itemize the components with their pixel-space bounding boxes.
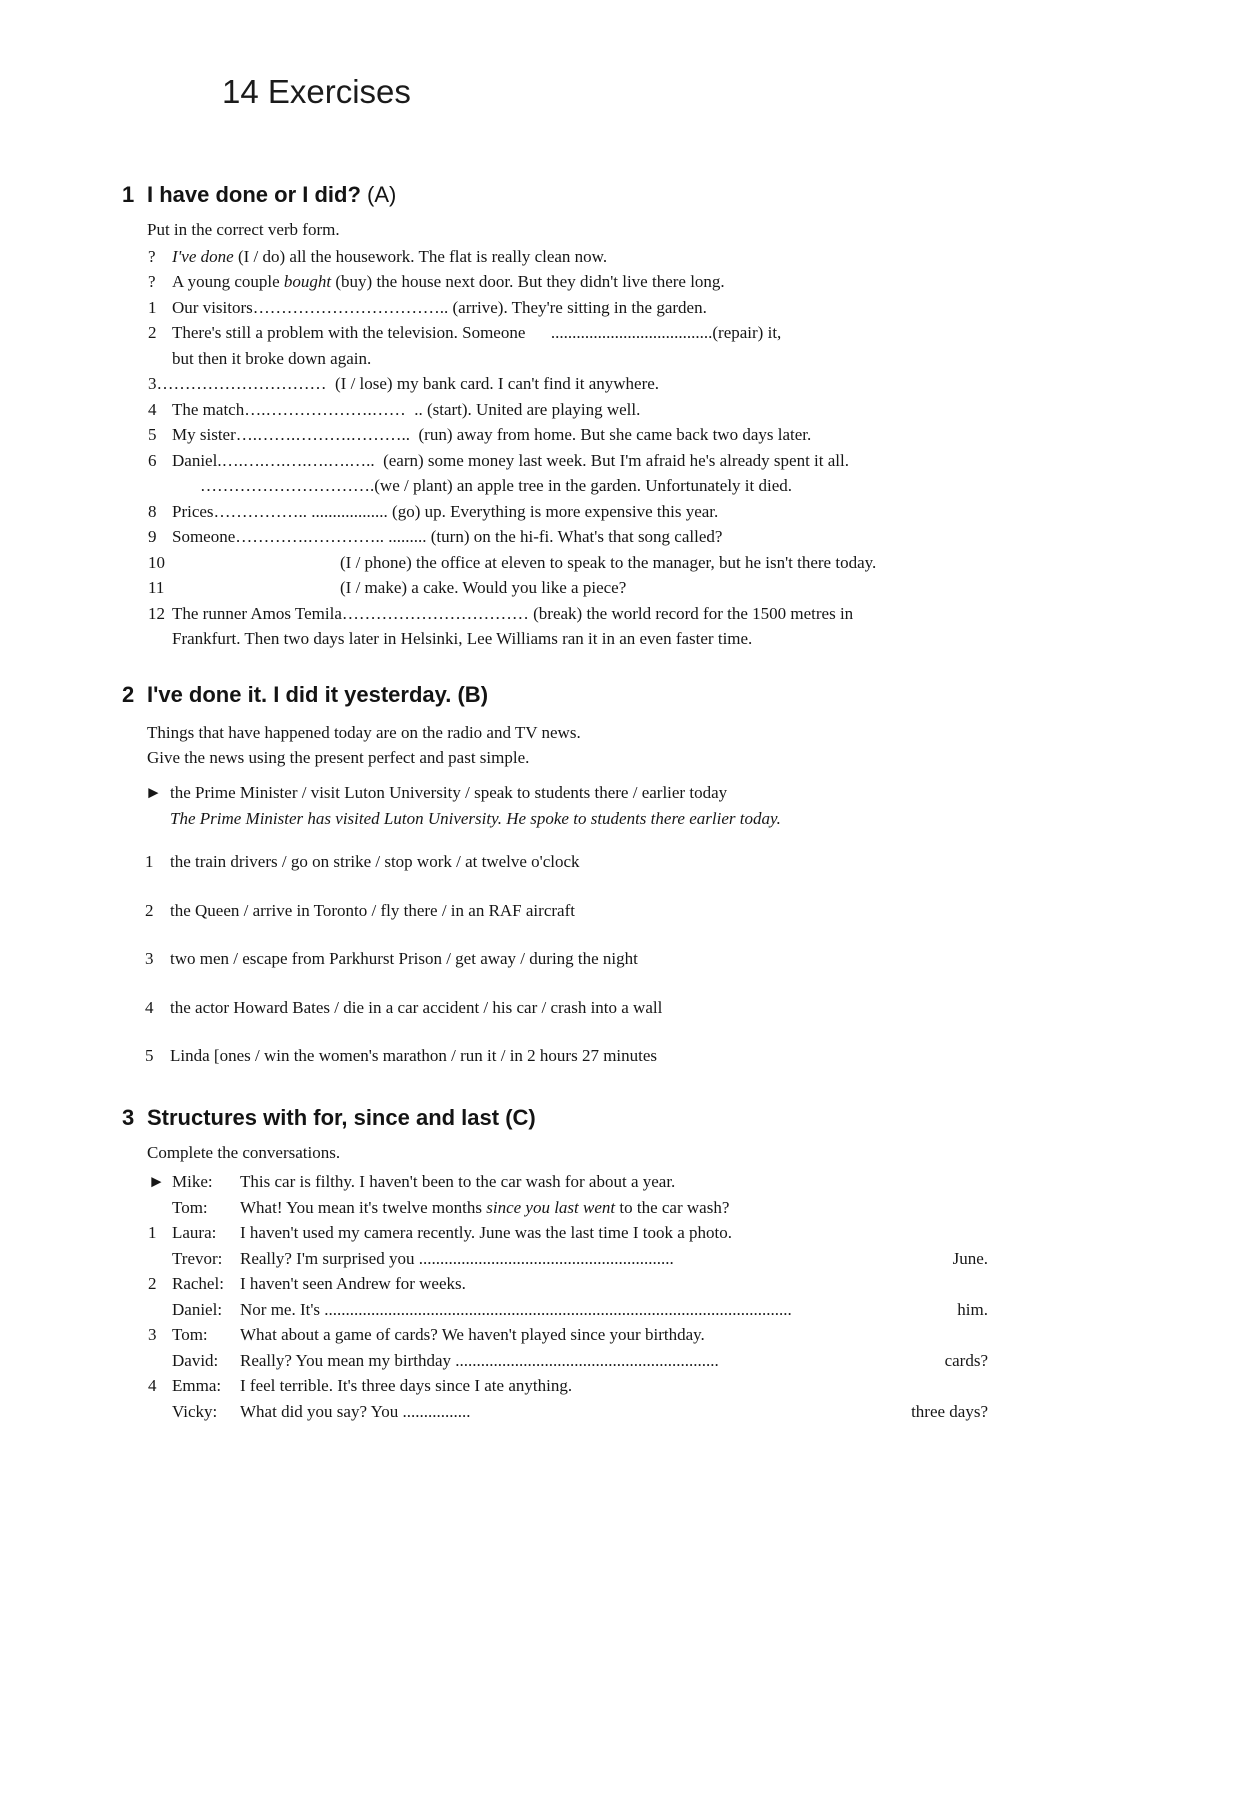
item-text-line1: The runner Amos Temila…………………………… (break) the world record for the 1500 metres in [172,603,854,623]
item-number: ? [148,246,156,266]
section-1-heading [122,182,1260,208]
item-number [148,1348,172,1374]
exercise-item [148,448,1008,474]
item-number: ? [148,272,156,292]
item-text-rest: (buy) the house next door. But they didn't live there long. [331,272,725,292]
item-text-line1: There's still a problem with the television. Someone ......................................(repair) it, [172,323,782,343]
page-title: 14 Exercises [222,73,411,110]
section-title-text: I have done or I did? [147,181,361,207]
conversation-line [148,1373,988,1399]
item-number [148,1195,172,1221]
item-number: 4 [148,399,157,419]
section-title [147,682,488,708]
conversation-list [148,1169,988,1424]
item-text [172,575,1008,601]
conversation-line [148,1271,988,1297]
conversation-line [148,1297,988,1323]
dialogue-text: What about a game of cards? We haven't played since your birthday. [240,1325,705,1345]
item-number: 6 [148,450,157,470]
news-prompt-item [145,946,1005,972]
section-intro-line: Things that have happened today are on the radio and TV news. [147,723,581,743]
item-text: Prices…………….. .................. (go) up. Everything is more expensive this year. [172,501,719,521]
news-prompt-item [145,1043,1005,1069]
dialogue-pre: What! You mean it's twelve months [240,1197,487,1217]
section-instruction: Put in the correct verb form. [147,219,340,239]
item-number: 2 [145,900,154,920]
dialogue-rest: to the car wash? [615,1197,730,1217]
item-number [148,1246,172,1272]
dialogue-text: I feel terrible. It's three days since I ate anything. [240,1376,573,1396]
item-number: 2 [148,323,157,343]
item-number: 9 [148,527,157,547]
exercise-2-list [145,849,1005,1069]
item-text: Daniel.….….….….….….….. (earn) some money last week. But I'm afraid he's already spent it all. [172,450,849,470]
arrow-marker-icon: ► [145,783,162,803]
line-end-word: him. [957,1299,988,1319]
item-text-pre: A young couple [172,272,284,292]
item-text [172,550,1008,576]
item-number: 8 [148,501,157,521]
line-end-word: three days? [911,1401,988,1421]
exercise-item [148,244,1008,270]
section-title [147,182,396,208]
exercise-item [148,524,1008,550]
section-3-heading [122,1105,1260,1131]
dialogue-text: What did you say? You ................ [240,1401,471,1421]
dialogue-text [240,1195,729,1221]
item-text [172,601,1008,652]
section-instruction: Complete the conversations. [147,1143,341,1163]
news-prompt-item [145,995,1005,1021]
speaker-label: Emma: [172,1376,222,1396]
item-text: two men / escape from Parkhurst Prison / get away / during the night [170,949,638,969]
exercise-item [148,371,1008,397]
conversation-line [148,1220,988,1246]
section-label: (A) [367,181,397,207]
item-text-line2: but then it broke down again. [172,348,372,368]
example-prompt-text: the Prime Minister / visit Luton University / speak to students there / earlier today [170,783,728,803]
item-number [148,1399,172,1425]
example-answer-italic: bought [283,272,332,292]
item-text-line2: Frankfurt. Then two days later in Helsinki, Lee Williams ran it in an even faster time. [172,629,753,649]
section-2-heading [122,682,1260,708]
item-text: The match….……………….…… .. (start). United are playing well. [172,399,641,419]
exercise-item [148,422,1008,448]
conversation-line [148,1348,988,1374]
item-number: 1 [148,1223,157,1243]
item-number: 2 [148,1274,157,1294]
conversation-line [148,1322,988,1348]
item-text: Our visitors…………………………….. (arrive). They're sitting in the garden. [172,297,707,317]
conversation-line [148,1246,988,1272]
section-title-text: I've done it. I did it yesterday. [147,681,452,707]
item-text: ………………………….(we / plant) an apple tree in the garden. Unfortunately it died. [200,476,793,496]
news-prompt-item [145,898,1005,924]
item-number: 3 [145,949,154,969]
dialogue-text: Really? You mean my birthday .............................................................. [240,1350,719,1370]
item-text: the train drivers / go on strike / stop work / at twelve o'clock [170,852,580,872]
line-end-word: cards? [944,1350,988,1370]
exercise-item [148,473,1008,499]
item-number: 12 [148,603,165,623]
dialogue-text: This car is filthy. I haven't been to the car wash for about a year. [240,1172,676,1192]
example-answer-italic: I've done [172,246,234,266]
item-text: Linda [ones / win the women's marathon / run it / in 2 hours 27 minutes [170,1046,658,1066]
news-prompt-item [145,849,1005,875]
item-number: 5 [148,425,157,445]
dialogue-text: I haven't seen Andrew for weeks. [240,1274,466,1294]
item-number: 10 [148,552,165,572]
item-text [172,320,1008,371]
item-number: 5 [145,1046,154,1066]
section-number: 3 [122,1104,135,1130]
item-text: My sister….…….……….……….. (run) away from home. But she came back two days later. [172,425,812,445]
item-number: 11 [148,578,165,598]
speaker-label: Tom: [172,1325,208,1345]
item-text: the Queen / arrive in Toronto / fly there / in an RAF aircraft [170,900,575,920]
item-number: 4 [145,997,154,1017]
item-text: Someone………….………….. ......... (turn) on the hi-fi. What's that song called? [172,527,723,547]
dialogue-text: Nor me. It's .............................................................................................................. [240,1299,792,1319]
item-text-rest: (I / phone) the office at eleven to speak to the manager, but he isn't there today. [340,552,877,572]
section-number: 1 [122,181,135,207]
section-number: 2 [122,681,135,707]
speaker-label: Daniel: [172,1299,223,1319]
example-answer: The Prime Minister has visited Luton University. He spoke to students there earlier today. [170,808,781,828]
exercise-item [148,575,1008,601]
item-text: 3………………………… (I / lose) my bank card. I can't find it anywhere. [148,374,660,394]
exercise-item [148,499,1008,525]
arrow-marker-icon: ► [148,1172,165,1192]
line-end-word: June. [952,1248,988,1268]
exercise-item [148,320,1008,371]
item-text [172,244,1008,270]
section-intro-line: Give the news using the present perfect and past simple. [147,748,530,768]
item-number: 1 [148,297,157,317]
exercise-item [148,397,1008,423]
exercise-1-list [148,244,1008,652]
example-answer-italic: since you last went [486,1197,616,1217]
item-number: 3 [148,1325,157,1345]
dialogue-text: Really? I'm surprised you ............................................................ [240,1248,674,1268]
conversation-line [148,1195,988,1221]
exercise-item [148,295,1008,321]
conversation-line [148,1399,988,1425]
item-text-rest: (I / do) all the housework. The flat is really clean now. [233,246,608,266]
exercise-item [148,269,1008,295]
speaker-label: Laura: [172,1223,217,1243]
speaker-label: David: [172,1350,219,1370]
speaker-label: Trevor: [172,1248,223,1268]
section-label: (B) [457,681,489,707]
speaker-label: Rachel: [172,1274,224,1294]
item-number: 4 [148,1376,157,1396]
item-text-rest: (I / make) a cake. Would you like a piece? [340,578,627,598]
item-text: the actor Howard Bates / die in a car accident / his car / crash into a wall [170,997,663,1017]
example-prompt [145,780,1005,806]
section-title [147,1105,536,1131]
section-title-text: Structures with for, since and last [147,1104,500,1130]
item-number [148,1297,172,1323]
exercise-item [148,601,1008,652]
conversation-line [148,1169,988,1195]
dialogue-text: I haven't used my camera recently. June was the last time I took a photo. [240,1223,732,1243]
item-text [172,269,1008,295]
exercise-item [148,550,1008,576]
item-number [148,473,172,499]
speaker-label: Mike: [172,1172,213,1192]
speaker-label: Tom: [172,1197,208,1217]
speaker-label: Vicky: [172,1401,218,1421]
exercise-2-block [145,780,1005,1069]
section-label: (C) [505,1104,536,1130]
item-number: 1 [145,852,154,872]
